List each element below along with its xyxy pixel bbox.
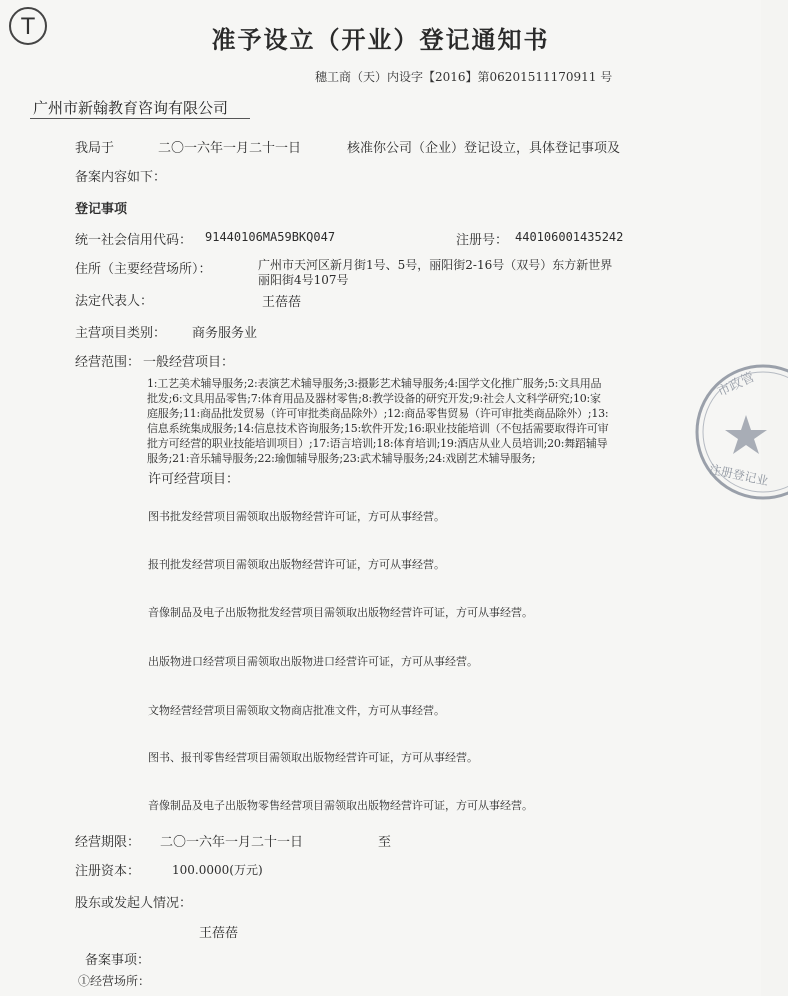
general-items-line: 批发;6:文具用品零售;7:体育用品及器材零售;8:教学设备的研究开发;9:社会人文科学研究;10:家 — [147, 392, 601, 405]
licensed-items-label: 许可经营项目： — [148, 472, 240, 487]
licensed-item: 出版物进口经营项目需领取出版物进口经营许可证，方可从事经营。 — [148, 655, 478, 668]
address-line2: 丽阳街4号107号 — [258, 273, 349, 287]
svg-text:市政管: 市政管 — [715, 369, 757, 401]
general-items-line: 庭服务;11:商品批发贸易（许可审批类商品除外）;12:商品零售贸易（许可审批类商品除外）;13: — [147, 407, 609, 420]
document-title: 准予设立（开业）登记通知书 — [211, 25, 550, 54]
licensed-item: 音像制品及电子出版物零售经营项目需领取出版物经营许可证，方可从事经营。 — [148, 799, 533, 812]
capital-value: 100.0000(万元) — [172, 863, 263, 877]
legal-rep-label: 法定代表人： — [75, 294, 154, 309]
intro-continuation: 备案内容如下： — [75, 170, 167, 185]
term-start: 二〇一六年一月二十一日 — [160, 835, 304, 850]
licensed-item: 图书、报刊零售经营项目需领取出版物经营许可证，方可从事经营。 — [148, 751, 478, 764]
general-items-list — [147, 376, 717, 466]
company-underline — [30, 118, 250, 119]
general-items-line: 批方可经营的职业技能培训项目）;17:语言培训;18:体育培训;19:酒店从业人员培训;20:舞蹈辅导 — [147, 437, 608, 450]
legal-rep-value: 王蓓蓓 — [262, 295, 302, 310]
intro-text: 核准你公司（企业）登记设立，具体登记事项及 — [347, 141, 621, 156]
filing-label: 备案事项： — [85, 953, 151, 968]
general-items-line: 1:工艺美术辅导服务;2:表演艺术辅导服务;3:摄影艺术辅导服务;4:国学文化推广服务;5:文具用品 — [147, 377, 602, 390]
credit-code-label: 统一社会信用代码： — [75, 233, 193, 248]
shareholders-label: 股东或发起人情况： — [75, 896, 193, 911]
logo-letter: T — [21, 15, 35, 40]
term-to: 至 — [378, 835, 392, 850]
address-label: 住所（主要经营场所）： — [75, 262, 212, 277]
term-label: 经营期限： — [75, 835, 141, 850]
general-items-label: 一般经营项目： — [143, 355, 235, 370]
registration-value: 440106001435242 — [515, 230, 624, 244]
address-line1: 广州市天河区新月街1号、5号，丽阳街2-16号（双号）东方新世界 — [258, 258, 613, 272]
section-title: 登记事项 — [75, 202, 128, 217]
licensed-item: 音像制品及电子出版物批发经营项目需领取出版物经营许可证，方可从事经营。 — [148, 606, 533, 619]
registration-label: 注册号： — [456, 233, 509, 248]
scope-label: 经营范围： — [75, 355, 141, 370]
licensed-item: 文物经营经营项目需领取文物商店批准文件，方可从事经营。 — [148, 704, 445, 717]
general-items-line: 信息系统集成服务;14:信息技术咨询服务;15:软件开发;16:职业技能培训（不包括需要取得许可审 — [147, 422, 609, 435]
general-items-line: 服务;21:音乐辅导服务;22:瑜伽辅导服务;23:武术辅导服务;24:戏剧艺术辅导服务; — [147, 452, 536, 465]
capital-label: 注册资本： — [75, 864, 141, 879]
intro-prefix: 我局于 — [75, 141, 115, 156]
main-category-value: 商务服务业 — [192, 326, 258, 341]
document-number: 穗工商（天）内设字【2016】第06201511170911 号 — [315, 70, 613, 84]
main-category-label: 主营项目类别： — [75, 326, 167, 341]
company-name: 广州市新翰教育咨询有限公司 — [33, 99, 229, 117]
filing-item-1: ①经营场所： — [78, 974, 151, 988]
credit-code-value: 91440106MA59BKQ047 — [205, 230, 336, 244]
licensed-item: 图书批发经营项目需领取出版物经营许可证，方可从事经营。 — [148, 510, 445, 523]
shareholder-name: 王蓓蓓 — [199, 926, 239, 941]
licensed-item: 报刊批发经营项目需领取出版物经营许可证，方可从事经营。 — [148, 558, 445, 571]
official-seal — [678, 360, 788, 500]
svg-text:注册登记业: 注册登记业 — [707, 462, 770, 489]
intro-date: 二〇一六年一月二十一日 — [158, 141, 302, 156]
